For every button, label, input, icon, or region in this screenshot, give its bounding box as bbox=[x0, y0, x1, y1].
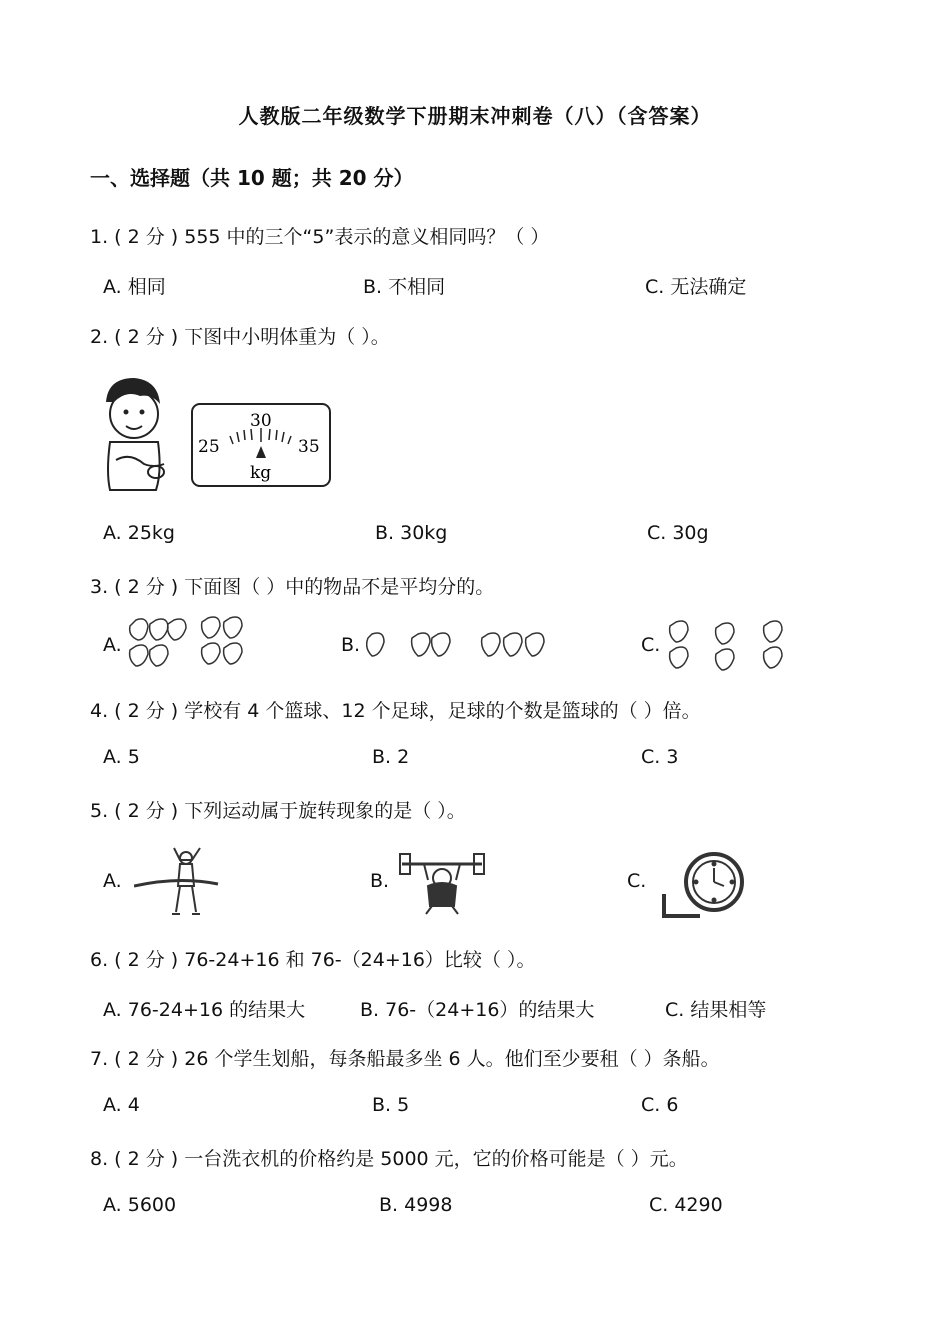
question-2-stem: 2. ( 2 分 ) 下图中小明体重为（ ）。 bbox=[90, 326, 390, 348]
scale-unit: kg bbox=[250, 463, 272, 483]
question-3-option-a[interactable]: A. bbox=[103, 634, 122, 656]
question-6-option-c[interactable]: C. 结果相等 bbox=[665, 999, 767, 1021]
scale-label-right: 35 bbox=[298, 437, 320, 457]
question-8-option-a[interactable]: A. 5600 bbox=[103, 1194, 177, 1216]
question-8-option-b[interactable]: B. 4998 bbox=[379, 1194, 453, 1216]
hula-hoop-figure-icon[interactable] bbox=[134, 846, 224, 918]
boy-illustration bbox=[96, 372, 176, 497]
strawberry-group-c-icon[interactable] bbox=[664, 618, 794, 676]
section-heading: 一、选择题（共 10 题；共 20 分） bbox=[90, 166, 414, 190]
weightlifter-icon[interactable] bbox=[398, 850, 486, 916]
question-5-option-a[interactable]: A. bbox=[103, 870, 122, 892]
question-7-option-b[interactable]: B. 5 bbox=[372, 1094, 410, 1116]
strawberry-group-b-icon[interactable] bbox=[366, 626, 556, 662]
question-4-option-b[interactable]: B. 2 bbox=[372, 746, 410, 768]
question-3-option-c[interactable]: C. bbox=[641, 634, 661, 656]
page-title: 人教版二年级数学下册期末冲刺卷（八）（含答案） bbox=[238, 104, 712, 128]
question-4-stem: 4. ( 2 分 ) 学校有 4 个篮球、12 个足球，足球的个数是篮球的（ ）倍。 bbox=[90, 700, 701, 722]
question-6-stem: 6. ( 2 分 ) 76-24+16 和 76-（24+16）比较（ ）。 bbox=[90, 949, 536, 971]
scale-label-mid: 30 bbox=[250, 411, 272, 431]
question-2-option-c[interactable]: C. 30g bbox=[647, 522, 709, 544]
question-1-stem: 1. ( 2 分 ) 555 中的三个“5”表示的意义相同吗？（ ） bbox=[90, 226, 550, 248]
question-6-option-a[interactable]: A. 76-24+16 的结果大 bbox=[103, 999, 306, 1021]
question-8-stem: 8. ( 2 分 ) 一台洗衣机的价格约是 5000 元，它的价格可能是（ ）元。 bbox=[90, 1148, 688, 1170]
strawberry-group-a-icon[interactable] bbox=[126, 614, 256, 672]
question-4-option-a[interactable]: A. 5 bbox=[103, 746, 140, 768]
question-1-option-b[interactable]: B. 不相同 bbox=[363, 276, 446, 298]
question-8-option-c[interactable]: C. 4290 bbox=[649, 1194, 723, 1216]
weighing-scale-dial bbox=[190, 402, 332, 488]
question-6-option-b[interactable]: B. 76-（24+16）的结果大 bbox=[360, 999, 595, 1021]
question-3-option-b[interactable]: B. bbox=[341, 634, 361, 656]
question-1-option-a[interactable]: A. 相同 bbox=[103, 276, 166, 298]
question-7-stem: 7. ( 2 分 ) 26 个学生划船，每条船最多坐 6 人。他们至少要租（ ）条船。 bbox=[90, 1048, 720, 1070]
question-7-option-a[interactable]: A. 4 bbox=[103, 1094, 140, 1116]
question-2-option-b[interactable]: B. 30kg bbox=[375, 522, 448, 544]
question-1-option-c[interactable]: C. 无法确定 bbox=[645, 276, 747, 298]
clock-icon[interactable] bbox=[660, 850, 750, 920]
question-5-stem: 5. ( 2 分 ) 下列运动属于旋转现象的是（ ）。 bbox=[90, 800, 466, 822]
question-5-option-c[interactable]: C. bbox=[627, 870, 647, 892]
question-7-option-c[interactable]: C. 6 bbox=[641, 1094, 679, 1116]
question-5-option-b[interactable]: B. bbox=[370, 870, 390, 892]
question-4-option-c[interactable]: C. 3 bbox=[641, 746, 679, 768]
scale-label-left: 25 bbox=[198, 437, 220, 457]
question-3-stem: 3. ( 2 分 ) 下面图（ ）中的物品不是平均分的。 bbox=[90, 576, 495, 598]
question-2-option-a[interactable]: A. 25kg bbox=[103, 522, 175, 544]
